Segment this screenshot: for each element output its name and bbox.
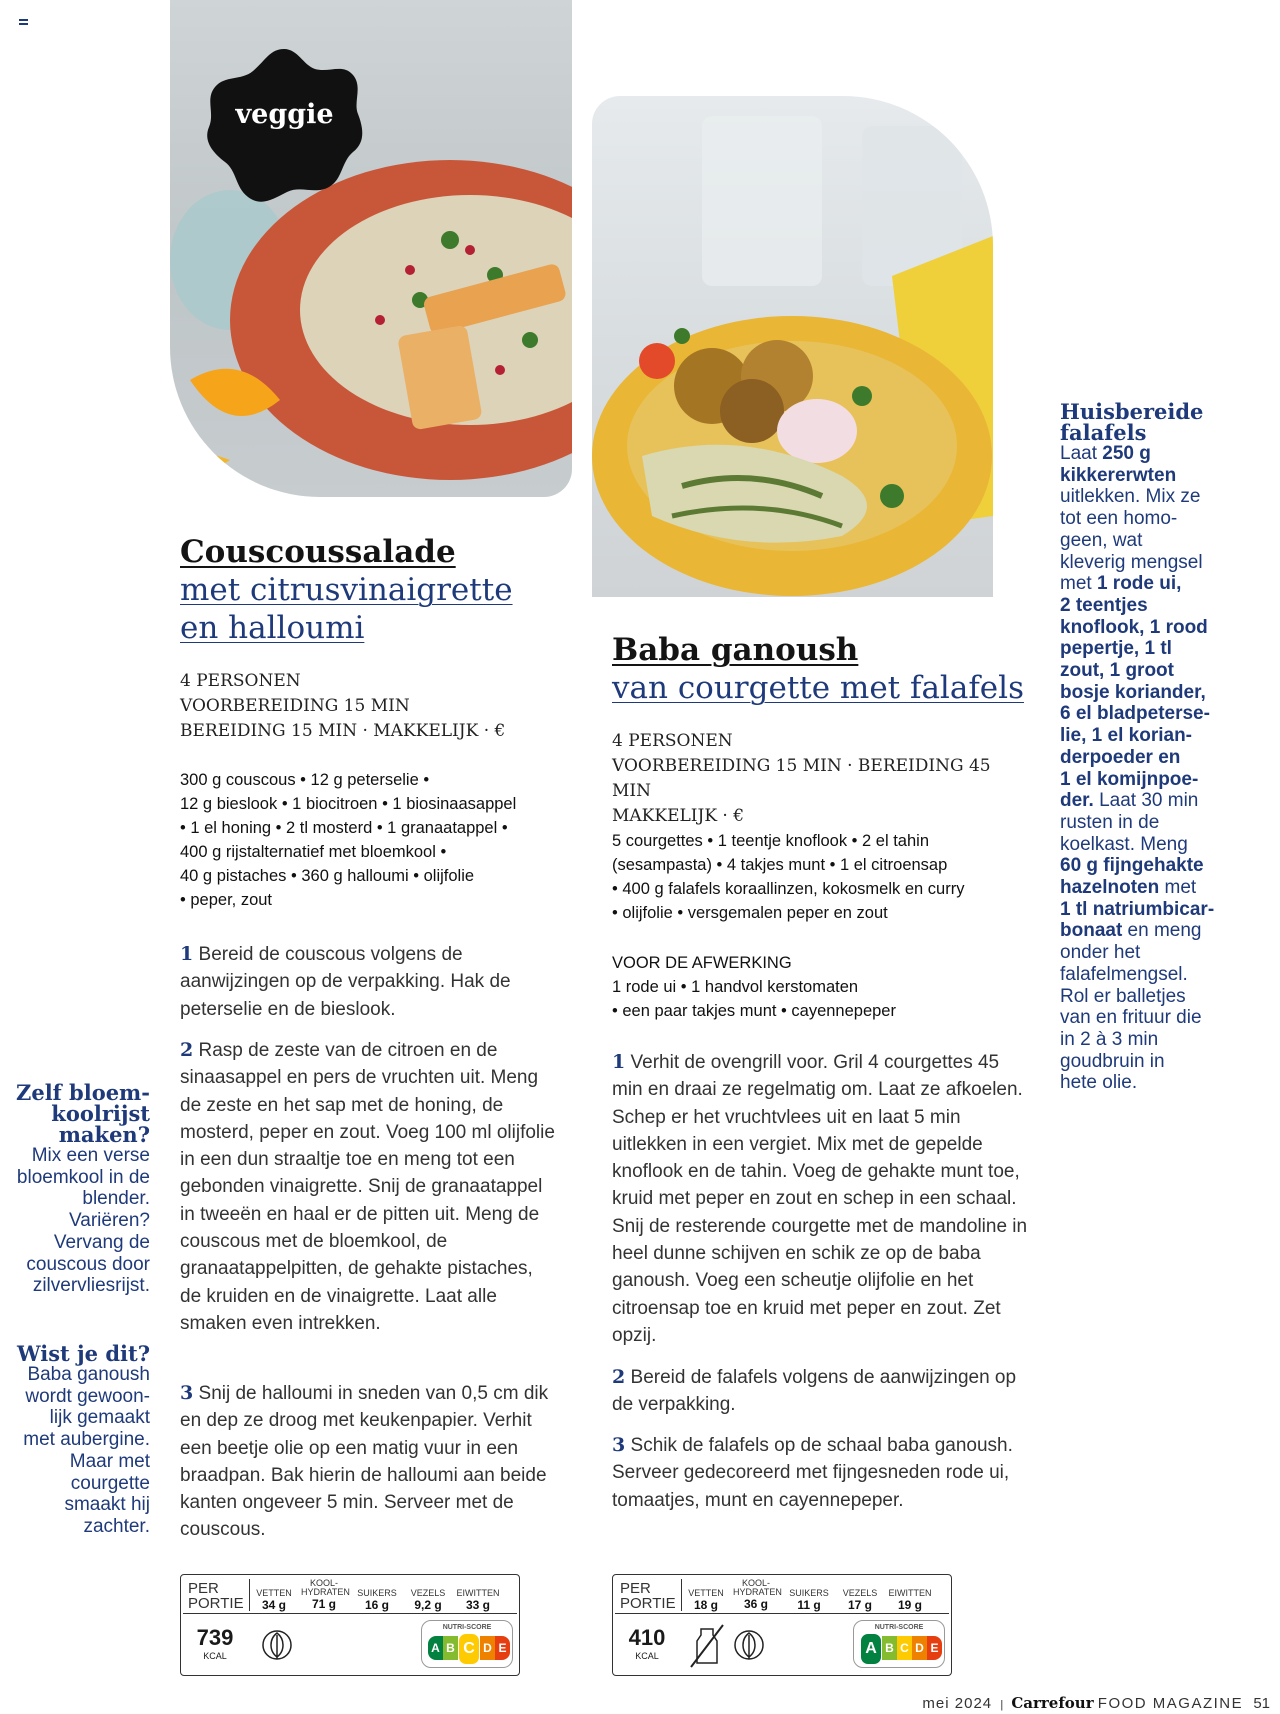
divider: [249, 1579, 250, 1611]
footer: [0, 1694, 1280, 1714]
falafel-line: in 2 à 3 min: [1060, 1028, 1159, 1050]
falafel-line: Laat 250 g: [1060, 443, 1151, 464]
step-text: Bereid de falafels volgens de aanwijzingen op de verpakking.: [612, 1367, 1017, 1416]
nutrient-protein: EIWITTEN 33 g: [456, 1588, 500, 1612]
recipe1-servings: 4 PERSONEN: [180, 671, 301, 691]
ingredient-line: • olijfolie • versgemalen peper en zout: [612, 904, 888, 922]
recipe1-subtitle-line1: met citrusvinaigrette: [180, 572, 513, 608]
nutrient-sugars: SUIKERS 11 g: [789, 1588, 829, 1612]
ingredient-line: • 400 g falafels koraallinzen, kokosmelk en curry: [612, 880, 965, 898]
recipe1-title: Couscoussalade: [180, 534, 456, 570]
step-number: 1: [612, 1051, 626, 1073]
step-number: 1: [180, 943, 194, 965]
ingredient-line: 400 g rijstalternatief met bloemkool •: [180, 843, 447, 861]
recipe1-ingredients: [180, 768, 580, 912]
falafel-line: tot een homo-: [1060, 508, 1178, 530]
recipe1-prep-time: VOORBEREIDING 15 MIN: [180, 696, 410, 716]
recipe2-meta: [612, 729, 1032, 829]
step-number: 2: [612, 1366, 626, 1388]
falafel-tip-text: [1060, 443, 1270, 1094]
footer-separator: |: [1000, 1699, 1004, 1711]
falafel-line: uitlekken. Mix ze: [1060, 486, 1201, 508]
ingredient-line: • 1 el honing • 2 tl mosterd • 1 granaatappel •: [180, 819, 508, 837]
nutrient-fat: VETTEN 18 g: [688, 1588, 724, 1612]
finish-line: 1 rode ui • 1 handvol kerstomaten: [612, 978, 859, 996]
recipe1-cook-time: BEREIDING 15 MIN · MAKKELIJK · €: [180, 721, 506, 741]
falafel-line: rusten in de: [1060, 811, 1160, 833]
falafel-line: onder het: [1060, 942, 1141, 964]
menu-icon[interactable]: [19, 19, 28, 27]
falafel-line: derpoeder en: [1060, 746, 1181, 768]
falafel-line: 60 g fijngehakte: [1060, 855, 1204, 877]
veggie-badge-label: veggie: [235, 99, 334, 130]
falafel-line: Rol er balletjes: [1060, 985, 1186, 1007]
nutriscore-c: NUTRI-SCORE A B C D E: [421, 1620, 513, 1668]
falafel-line: hazelnoten met: [1060, 877, 1197, 899]
ingredient-line: 300 g couscous • 12 g peterselie •: [180, 771, 430, 789]
baba-ganoush-photo: [592, 96, 993, 597]
falafel-tip-title: Huisbereide falafels: [1060, 399, 1204, 445]
recipe1-meta: [180, 669, 580, 744]
vegetarian-leaf-icon: [261, 1623, 293, 1667]
step-text: Verhit de ovengrill voor. Gril 4 courgettes 45 min en draai ze regelmatig om. Laat ze afkoelen. Schep er het vruchtvlees uit en laat 5 min uitlekken in een vergiet. Mix met de gepelde knoflook en de tahin. Voeg de gehakte munt toe, kruid met peper en zout en schep in een schaal. Snij de resterende courgette met de mandoline in heel dunne schijven en schik ze op de baba ganoush. Voeg een scheutje olijfolie en het citroensap toe en kruid met peper en zout. Zet opzij.: [612, 1052, 1028, 1346]
falafel-line: kikkererwten: [1060, 464, 1177, 486]
ingredient-line: (sesampasta) • 4 takjes munt • 1 el citroensap: [612, 856, 948, 874]
nutrient-carbs: KOOL- HYDRATEN 71 g: [301, 1578, 350, 1611]
tip-cauliflower-rice: [0, 1082, 150, 1297]
recipe2-subtitle: van courgette met falafels: [612, 670, 1024, 706]
recipe2-step-1: [612, 1049, 1030, 1349]
tip-title: Wist je dit?: [17, 1341, 150, 1366]
divider: [681, 1579, 682, 1611]
falafel-line: met 1 rode ui,: [1060, 573, 1182, 595]
recipe1-step-2: [180, 1037, 555, 1337]
ingredient-line: 5 courgettes • 1 teentje knoflook • 2 el tahin: [612, 832, 930, 850]
step-text: Rasp de zeste van de citroen en de sinaasappel en pers de vruchten uit. Meng de zeste en het sap met de honing, de mosterd, peper en zout. Voeg 100 ml olijfolie in een dun straaltje toe en meng tot een gebonden vinaigrette. Snij de granaatappel in tweeën en haal er de pitten uit. Meng de couscous met de bloemkool, de granaatappelpitten, de gehakte pistaches, de kruiden en de vinaigrette. Laat alle smaken even intrekken.: [180, 1040, 555, 1334]
recipe2-finish: [612, 951, 1032, 1023]
tip-did-you-know: [0, 1343, 150, 1538]
footer-magazine: FOOD MAGAZINE: [1097, 1695, 1244, 1712]
recipe1-step-1: [180, 941, 560, 1023]
kcal-label: KCAL: [635, 1651, 659, 1661]
veggie-badge: [203, 47, 366, 207]
per-portion-label: PER PORTIE: [620, 1580, 676, 1612]
divider: [183, 1613, 517, 1614]
falafel-line: 2 teentjes: [1060, 594, 1148, 616]
kcal-value: 739: [196, 1625, 234, 1650]
falafel-tip: [1060, 401, 1270, 1094]
footer-date: mei 2024: [922, 1695, 993, 1712]
per-portion-label: PER PORTIE: [188, 1580, 244, 1612]
falafel-line: 1 el komijnpoe-: [1060, 768, 1199, 790]
nutrient-carbs: KOOL- HYDRATEN 36 g: [733, 1578, 782, 1611]
recipe2-step-3: [612, 1432, 1030, 1514]
tip-text: Baba ganoush wordt gewoon- lijk gemaakt met aubergine. Maar met courgette smaakt hij zachter.: [23, 1364, 150, 1537]
recipe2-title: Baba ganoush: [612, 632, 859, 668]
recipe1-nutrition-box: [180, 1574, 520, 1676]
recipe2-difficulty: MAKKELIJK · €: [612, 806, 745, 826]
divider: [615, 1613, 949, 1614]
falafel-line: hete olie.: [1060, 1072, 1138, 1094]
step-number: 2: [180, 1039, 194, 1061]
tip-text: Mix een verse bloemkool in de blender. Variëren? Vervang de couscous door zilvervliesrijst.: [16, 1145, 150, 1297]
falafel-line: lie, 1 el korian-: [1060, 725, 1192, 747]
falafel-line: pepertje, 1 tl: [1060, 638, 1172, 660]
vegetarian-leaf-icon: [733, 1623, 765, 1667]
step-text: Schik de falafels op de schaal baba ganoush. Serveer gedecoreerd met fijngesneden rode ui, tomaatjes, munt en cayennepeper.: [612, 1435, 1013, 1511]
falafel-line: 6 el bladpeterse-: [1060, 703, 1210, 725]
ingredient-line: 40 g pistaches • 360 g halloumi • olijfolie: [180, 867, 475, 885]
nutrient-fiber: VEZELS 9,2 g: [410, 1588, 446, 1612]
step-number: 3: [180, 1382, 194, 1404]
recipe2-nutrition-box: [612, 1574, 952, 1676]
step-text: Snij de halloumi in sneden van 0,5 cm dik en dep ze droog met keukenpapier. Verhit een beetje olie op een matig vuur in een braadpan. Bak hierin de halloumi aan beide kanten ongeveer 5 min. Serveer met de couscous.: [180, 1383, 549, 1541]
recipe2-ingredients: [612, 829, 1032, 925]
kcal-label: KCAL: [203, 1651, 227, 1661]
falafel-line: van en frituur die: [1060, 1007, 1202, 1029]
falafel-line: falafelmengsel.: [1060, 963, 1188, 985]
falafel-line: geen, wat: [1060, 529, 1143, 551]
nutrient-fat: VETTEN 34 g: [256, 1588, 292, 1612]
recipe2-step-2: [612, 1364, 1030, 1419]
falafel-line: kleverig mengsel: [1060, 551, 1203, 573]
finish-line: • een paar takjes munt • cayennepeper: [612, 1002, 896, 1020]
falafel-line: 1 tl natriumbicar-: [1060, 898, 1215, 920]
falafel-line: der. Laat 30 min: [1060, 790, 1199, 812]
falafel-line: knoflook, 1 rood: [1060, 616, 1208, 638]
recipe2-times: VOORBEREIDING 15 MIN · BEREIDING 45 MIN: [612, 756, 991, 801]
nutriscore-a: NUTRI-SCORE A B C D E: [853, 1620, 945, 1668]
falafel-line: bonaat en meng: [1060, 920, 1202, 942]
footer-brand: Carrefour: [1011, 1694, 1094, 1712]
recipe2-servings: 4 PERSONEN: [612, 731, 733, 751]
step-number: 3: [612, 1434, 626, 1456]
kcal-value: 410: [628, 1625, 666, 1650]
nutrient-protein: EIWITTEN 19 g: [888, 1588, 932, 1612]
no-dairy-icon: [687, 1623, 727, 1669]
nutrient-fiber: VEZELS 17 g: [842, 1588, 878, 1612]
recipe1-step-3: [180, 1380, 555, 1544]
footer-page-number: 51: [1253, 1695, 1270, 1712]
step-text: Bereid de couscous volgens de aanwijzingen op de verpakking. Hak de peterselie en de bieslook.: [180, 944, 511, 1020]
falafel-line: goudbruin in: [1060, 1050, 1165, 1072]
falafel-line: koelkast. Meng: [1060, 833, 1188, 855]
falafel-line: bosje koriander,: [1060, 681, 1206, 703]
finish-title: VOOR DE AFWERKING: [612, 954, 792, 972]
falafel-line: zout, 1 groot: [1060, 660, 1174, 682]
ingredient-line: 12 g bieslook • 1 biocitroen • 1 biosinaasappel: [180, 795, 517, 813]
recipe1-subtitle-line2: en halloumi: [180, 610, 365, 646]
ingredient-line: • peper, zout: [180, 891, 273, 909]
nutrient-sugars: SUIKERS 16 g: [357, 1588, 397, 1612]
tip-title: Zelf bloem- koolrijst maken?: [16, 1080, 150, 1147]
